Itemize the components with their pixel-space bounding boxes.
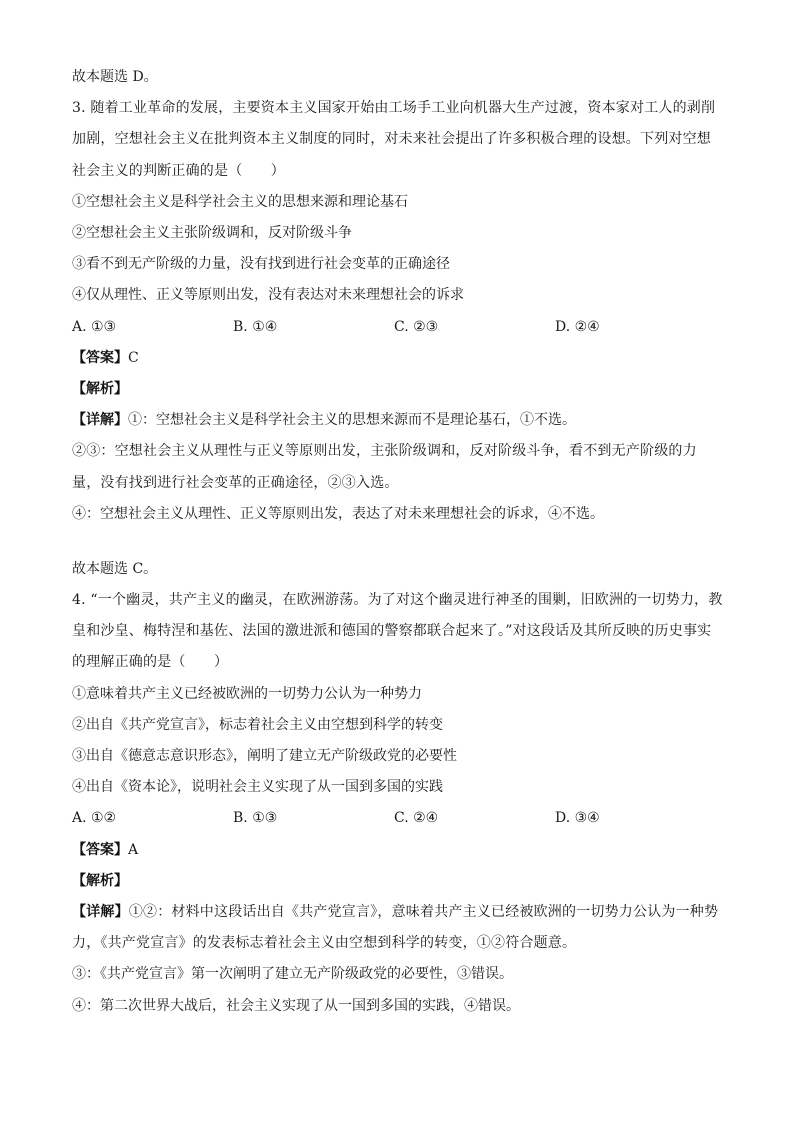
q3-detail-1	[72, 405, 724, 436]
q4-detail-1-text: ①②：材料中这段话出自《共产党宣言》，意味着共产主义已经被欧洲的一切势力公认为一种势力，《共产党宣言》的发表标志着社会主义由空想到科学的转变，①②符合题意。	[72, 904, 719, 952]
document-page	[72, 62, 724, 1022]
prev-question-conclusion: 故本题选 D。	[72, 69, 158, 85]
q4-option-d: D. ③④	[555, 810, 600, 827]
q3-item-3: ③看不到无产阶级的力量，没有找到进行社会变革的正确途径	[72, 256, 450, 273]
q4-analysis	[72, 866, 724, 897]
q3-option-c: C. ②③	[394, 318, 439, 335]
q3-option-b: B. ①④	[233, 318, 278, 335]
q4-stem: 4. “一个幽灵，共产主义的幽灵，在欧洲游荡。为了对这个幽灵进行神圣的围剿，旧欧洲的一切势力，教皇和沙皇、梅特涅和基佐、法国的激进派和德国的警察都联合起来了。”对这段话及其所反映的历史事实的理解正确的是（ ）	[72, 592, 723, 671]
q3-option-a: A. ①③	[72, 318, 117, 335]
q3-detail-3: ④：空想社会主义从理性、正义等原则出发，表达了对未来理想社会的诉求，④不选。	[72, 505, 604, 522]
q3-answer-value: C	[128, 349, 139, 366]
q3-item-2: ②空想社会主义主张阶级调和，反对阶级斗争	[72, 224, 352, 241]
q3-item-1: ①空想社会主义是科学社会主义的思想来源和理论基石	[72, 193, 408, 210]
q3-analysis	[72, 374, 724, 405]
q3-analysis-tag: 【解析】	[72, 380, 128, 397]
q4-item-1: ①意味着共产主义已经被欧洲的一切势力公认为一种势力	[72, 685, 422, 702]
q4-answer-value: A	[128, 841, 139, 858]
q4-option-a: A. ①②	[72, 810, 117, 827]
q3-option-d: D. ②④	[555, 318, 600, 335]
q3-answer	[72, 343, 724, 374]
q4-options	[72, 803, 724, 834]
q4-option-c: C. ②④	[394, 810, 439, 827]
q3-detail-2: ②③：空想社会主义从理性与正义等原则出发，主张阶级调和，反对阶级斗争，看不到无产阶级的力量，没有找到进行社会变革的正确途径，②③入选。	[72, 443, 697, 491]
q4-answer-tag: 【答案】	[72, 841, 128, 858]
q4-item-4: ④出自《资本论》，说明社会主义实现了从一国到多国的实践	[72, 779, 443, 796]
q4-option-b: B. ①③	[233, 810, 278, 827]
q3-item-4: ④仅从理性、正义等原则出发，没有表达对未来理想社会的诉求	[72, 287, 464, 304]
spacer	[72, 530, 724, 554]
q3-stem: 3. 随着工业革命的发展，主要资本主义国家开始由工场手工业向机器大生产过渡，资本家对工人的剥削加剧，空想社会主义在批判资本主义制度的同时，对未来社会提出了许多积极合理的设想。下列对空想社会主义的判断正确的是（ ）	[72, 100, 716, 179]
q3-detail-1-text: ①：空想社会主义是科学社会主义的思想来源而不是理论基石，①不选。	[128, 412, 576, 429]
q4-answer	[72, 835, 724, 866]
q4-item-3: ③出自《德意志意识形态》，阐明了建立无产阶级政党的必要性	[72, 748, 457, 765]
q4-detail-2: ③：《共产党宣言》第一次阐明了建立无产阶级政党的必要性，③错误。	[72, 966, 513, 983]
q3-conclusion: 故本题选 C。	[72, 560, 158, 577]
q4-detail-3: ④：第二次世界大战后，社会主义实现了从一国到多国的实践，④错误。	[72, 997, 520, 1014]
q3-answer-tag: 【答案】	[72, 349, 128, 366]
q4-detail-1	[72, 897, 724, 959]
q3-options	[72, 312, 724, 343]
q4-item-2: ②出自《共产党宣言》，标志着社会主义由空想到科学的转变	[72, 716, 443, 733]
q4-analysis-tag: 【解析】	[72, 872, 128, 889]
q3-detail-tag: 【详解】	[72, 412, 128, 429]
q4-detail-tag: 【详解】	[72, 904, 129, 920]
